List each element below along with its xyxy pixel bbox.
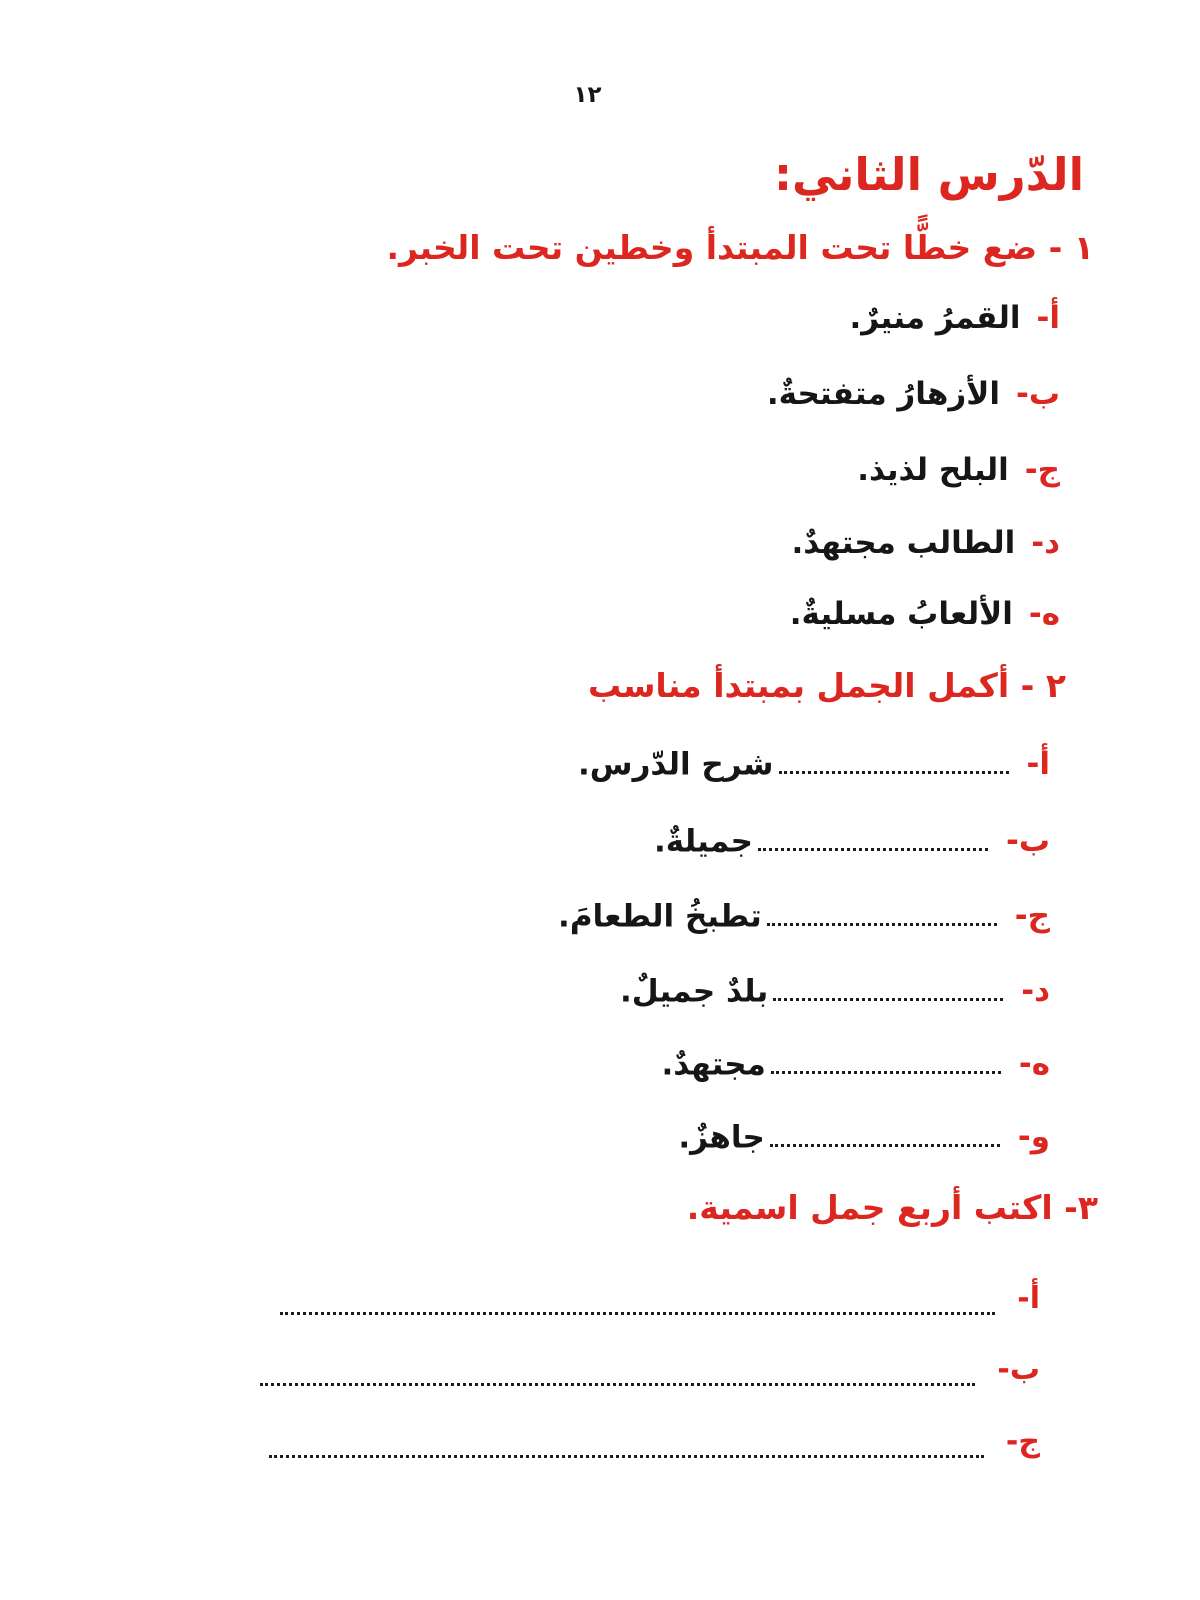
section2-item-j [558,897,1050,934]
item-marker: د- [1031,525,1060,561]
section1-heading: ١ - ضع خطًّا تحت المبتدأ وخطين تحت الخبر. [386,228,1094,267]
section2-heading: ٢ - أكمل الجمل بمبتدأ مناسب [588,666,1066,705]
item-marker: و- [1017,1119,1050,1156]
item-marker: ج- [1024,452,1060,488]
item-marker: أ- [1017,1281,1040,1316]
item-sentence: جميلةٌ. [653,823,753,860]
answer-blank [771,1045,1001,1074]
section1-item-h [790,596,1060,632]
item-marker: أ- [1026,746,1050,783]
answer-blank [758,822,988,851]
item-marker: ج- [1005,1424,1040,1459]
answer-blank [773,972,1003,1001]
item-marker: ب- [1015,376,1060,412]
item-marker: ب- [1005,823,1050,860]
writing-line [269,1448,984,1458]
section2-item-b [654,822,1050,859]
answer-blank [770,1118,1000,1147]
item-sentence: تطبخُ الطعامَ. [558,898,762,935]
section2-item-h [661,1045,1050,1082]
item-marker: ب- [997,1352,1040,1387]
item-marker: د- [1021,973,1050,1010]
lesson-title: الدّرس الثاني: [774,148,1084,201]
section2-item-d [620,972,1050,1009]
answer-blank [767,897,997,926]
item-sentence: الأزهارُ متفتحةٌ. [766,376,1000,412]
section3-heading: ٣- اكتب أربع جمل اسمية. [686,1188,1098,1227]
item-marker: ه- [1018,1046,1050,1083]
item-marker: ه- [1028,596,1060,632]
answer-blank [779,745,1009,774]
section3-item-b [260,1336,1040,1386]
section1-item-d [792,525,1060,561]
item-marker: ج- [1014,898,1050,935]
section3-item-a [280,1265,1040,1315]
item-sentence: البلح لذيذ. [857,452,1009,488]
writing-line [280,1305,995,1315]
item-sentence: الألعابُ مسليةٌ. [789,596,1013,632]
item-sentence: بلدٌ جميلٌ. [620,973,769,1010]
section1-item-j [857,452,1060,488]
item-sentence: جاهزٌ. [678,1119,765,1156]
section3-item-j [269,1408,1040,1458]
item-sentence: القمرُ منيرٌ. [849,300,1021,336]
writing-line [260,1376,975,1386]
item-sentence: الطالب مجتهدٌ. [791,525,1016,561]
item-sentence: شرح الدّرس. [578,746,774,783]
item-marker: أ- [1036,300,1060,336]
page-number: ١٢ [573,82,602,108]
section1-item-a [850,300,1061,336]
section2-item-a [578,745,1050,782]
item-sentence: مجتهدٌ. [661,1046,766,1083]
section2-item-w [678,1118,1050,1155]
section1-item-b [767,376,1060,412]
